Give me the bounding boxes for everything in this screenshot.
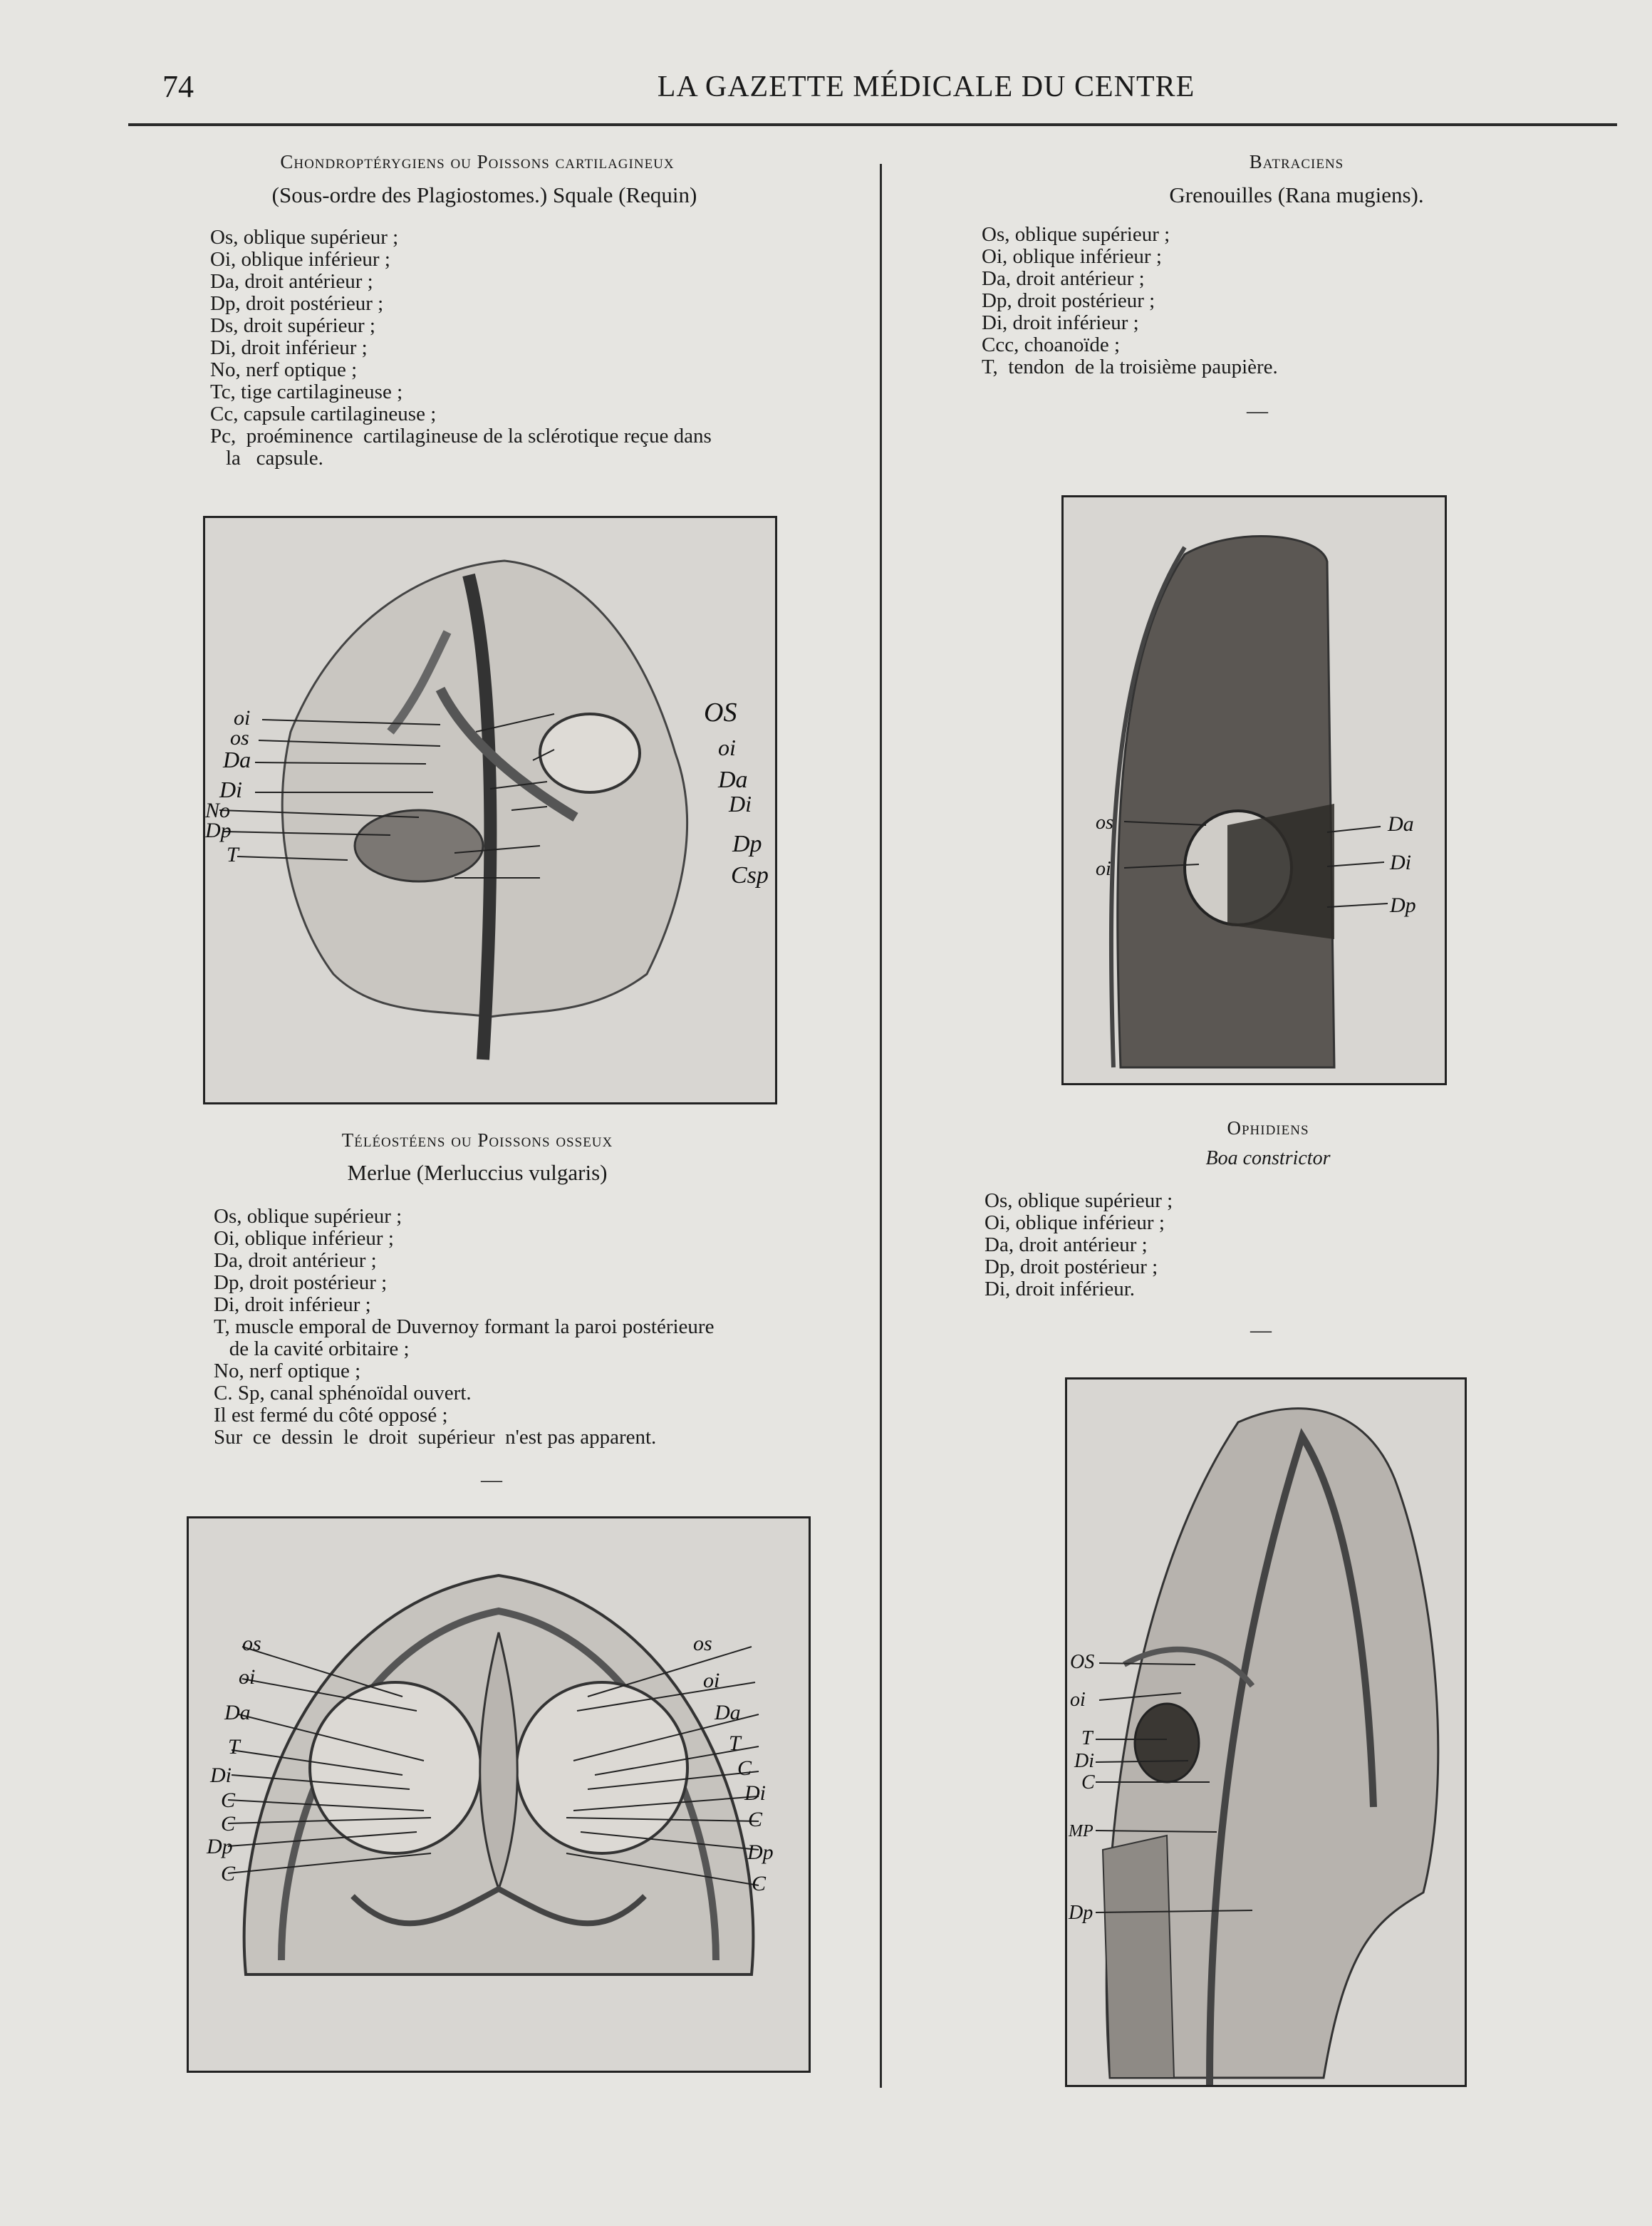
legend-ophidiens xyxy=(985,1190,1597,1300)
separator-dash: — xyxy=(481,1468,502,1491)
label-t: T xyxy=(227,843,239,866)
label-c: C xyxy=(221,1812,236,1836)
figure-grenouille-orbit xyxy=(1061,495,1447,1085)
column-rule xyxy=(880,164,882,2088)
legend-item: Di, droit inférieur ; xyxy=(210,336,368,359)
legend-item: Os, oblique supérieur ; xyxy=(985,1189,1173,1212)
legend-item: C. Sp, canal sphénoïdal ouvert. xyxy=(214,1382,472,1404)
squale-illustration xyxy=(205,518,775,1102)
merlue-illustration xyxy=(189,1518,809,2071)
section-title-teleo: Téléostéens ou Poissons osseux xyxy=(341,1129,613,1151)
label-c: C xyxy=(221,1788,236,1812)
legend-item: Dp, droit postérieur ; xyxy=(214,1271,388,1294)
label-da: Da xyxy=(224,1701,251,1724)
legend-item: Oi, oblique inférieur ; xyxy=(985,1211,1165,1234)
section-title-ophidiens: Ophidiens xyxy=(1227,1117,1309,1139)
legend-item: Dp, droit postérieur ; xyxy=(982,289,1155,312)
label-oi: oi xyxy=(234,706,251,730)
section-title-batraciens: Batraciens xyxy=(1249,151,1344,172)
legend-item: Ds, droit supérieur ; xyxy=(210,314,375,337)
legend-item: No, nerf optique ; xyxy=(214,1360,361,1382)
label-no: No xyxy=(205,799,231,822)
label-da-right: Da xyxy=(718,767,748,793)
legend-item: Oi, oblique inférieur ; xyxy=(214,1227,394,1250)
legend-item: Dp, droit postérieur ; xyxy=(985,1256,1158,1278)
section-subtitle-teleo: Merlue (Merluccius vulgaris) xyxy=(347,1160,608,1185)
label-di-right: Di xyxy=(744,1781,766,1805)
legend-teleo xyxy=(214,1206,869,1449)
label-os-right: OS xyxy=(704,698,737,728)
figure-boa-orbit xyxy=(1065,1377,1467,2087)
label-c-right: C xyxy=(737,1756,752,1780)
legend-item: Sur ce dessin le droit supérieur n'est pas apparent. xyxy=(214,1426,657,1449)
legend-item: Tc, tige cartilagineuse ; xyxy=(210,381,403,403)
label-dp: Dp xyxy=(205,819,232,842)
label-csp-right: Csp xyxy=(731,862,769,889)
legend-item: Oi, oblique inférieur ; xyxy=(982,245,1162,268)
label-t: T xyxy=(228,1735,240,1759)
section-subtitle-batraciens: Grenouilles (Rana mugiens). xyxy=(1169,182,1424,207)
legend-item: de la cavité orbitaire ; xyxy=(214,1337,410,1360)
legend-item: Ccc, choanoïde ; xyxy=(982,333,1121,356)
label-oi-right: oi xyxy=(718,735,736,760)
label-oi-right: oi xyxy=(703,1669,720,1692)
legend-item: Dp, droit postérieur ; xyxy=(210,292,384,315)
figure-merlue-orbit xyxy=(187,1516,811,2073)
label-c: C xyxy=(1081,1771,1095,1793)
label-c-right: C xyxy=(748,1808,763,1831)
label-os: os xyxy=(1096,812,1113,834)
label-oi: oi xyxy=(1096,858,1111,880)
legend-item: Oi, oblique inférieur ; xyxy=(210,248,390,271)
label-oi: oi xyxy=(239,1665,256,1689)
legend-item: Da, droit antérieur ; xyxy=(214,1249,377,1272)
section-subtitle-chondro: (Sous-ordre des Plagiostomes.) Squale (Requin) xyxy=(271,182,697,207)
label-di-right: Di xyxy=(729,791,752,817)
page-number: 74 xyxy=(162,69,194,104)
label-di: Di xyxy=(1390,851,1411,874)
legend-item: Da, droit antérieur ; xyxy=(982,267,1145,290)
label-t-right: T xyxy=(729,1731,741,1755)
separator-dash: — xyxy=(1250,1318,1272,1342)
label-t: T xyxy=(1081,1727,1093,1749)
running-title: LA GAZETTE MÉDICALE DU CENTRE xyxy=(657,71,1195,103)
label-da: Da xyxy=(223,747,251,772)
label-dp: Dp xyxy=(1069,1902,1093,1924)
label-c: C xyxy=(221,1862,236,1885)
legend-chondro xyxy=(210,227,866,470)
legend-item: No, nerf optique ; xyxy=(210,358,358,381)
label-mp: MP xyxy=(1069,1822,1093,1841)
label-da-right: Da xyxy=(715,1701,741,1724)
legend-item: Pc, proéminence cartilagineuse de la sclérotique reçue dans xyxy=(210,425,712,447)
label-dp-right: Dp xyxy=(747,1841,774,1864)
separator-dash: — xyxy=(1247,399,1268,423)
label-c-right: C xyxy=(752,1872,767,1895)
legend-item: Os, oblique supérieur ; xyxy=(210,226,399,249)
label-os: os xyxy=(230,726,249,750)
legend-item: Os, oblique supérieur ; xyxy=(982,223,1170,246)
label-oi: oi xyxy=(1070,1689,1086,1711)
legend-item: T, tendon de la troisième paupière. xyxy=(982,356,1278,378)
header-rule xyxy=(128,123,1617,126)
label-dp-right: Dp xyxy=(732,831,762,857)
legend-item: la capsule. xyxy=(226,447,323,470)
label-os: OS xyxy=(1070,1651,1095,1673)
label-di: Di xyxy=(219,777,242,802)
label-da: Da xyxy=(1388,812,1414,836)
boa-illustration xyxy=(1067,1379,1465,2085)
legend-batraciens xyxy=(982,224,1609,378)
label-di: Di xyxy=(1074,1750,1094,1772)
label-os: os xyxy=(242,1632,261,1655)
label-dp: Dp xyxy=(207,1835,233,1858)
legend-item: Da, droit antérieur ; xyxy=(985,1233,1148,1256)
legend-item: Di, droit inférieur ; xyxy=(982,311,1139,334)
section-subtitle-ophidiens: Boa constrictor xyxy=(1205,1147,1331,1169)
grenouille-illustration xyxy=(1064,497,1445,1083)
figure-squale-orbit xyxy=(203,516,777,1104)
legend-item: T, muscle emporal de Duvernoy formant la paroi postérieure xyxy=(214,1315,715,1338)
legend-item: Di, droit inférieur ; xyxy=(214,1293,371,1316)
legend-item: Os, oblique supérieur ; xyxy=(214,1205,402,1228)
legend-item: Da, droit antérieur ; xyxy=(210,270,373,293)
label-os-right: os xyxy=(693,1632,712,1655)
legend-item: Il est fermé du côté opposé ; xyxy=(214,1404,448,1427)
label-di: Di xyxy=(210,1764,232,1787)
label-dp: Dp xyxy=(1390,894,1416,917)
legend-item: Di, droit inférieur. xyxy=(985,1278,1136,1300)
section-title-chondro: Chondroptérygiens ou Poissons cartilagineux xyxy=(280,151,675,172)
legend-item: Cc, capsule cartilagineuse ; xyxy=(210,403,437,425)
